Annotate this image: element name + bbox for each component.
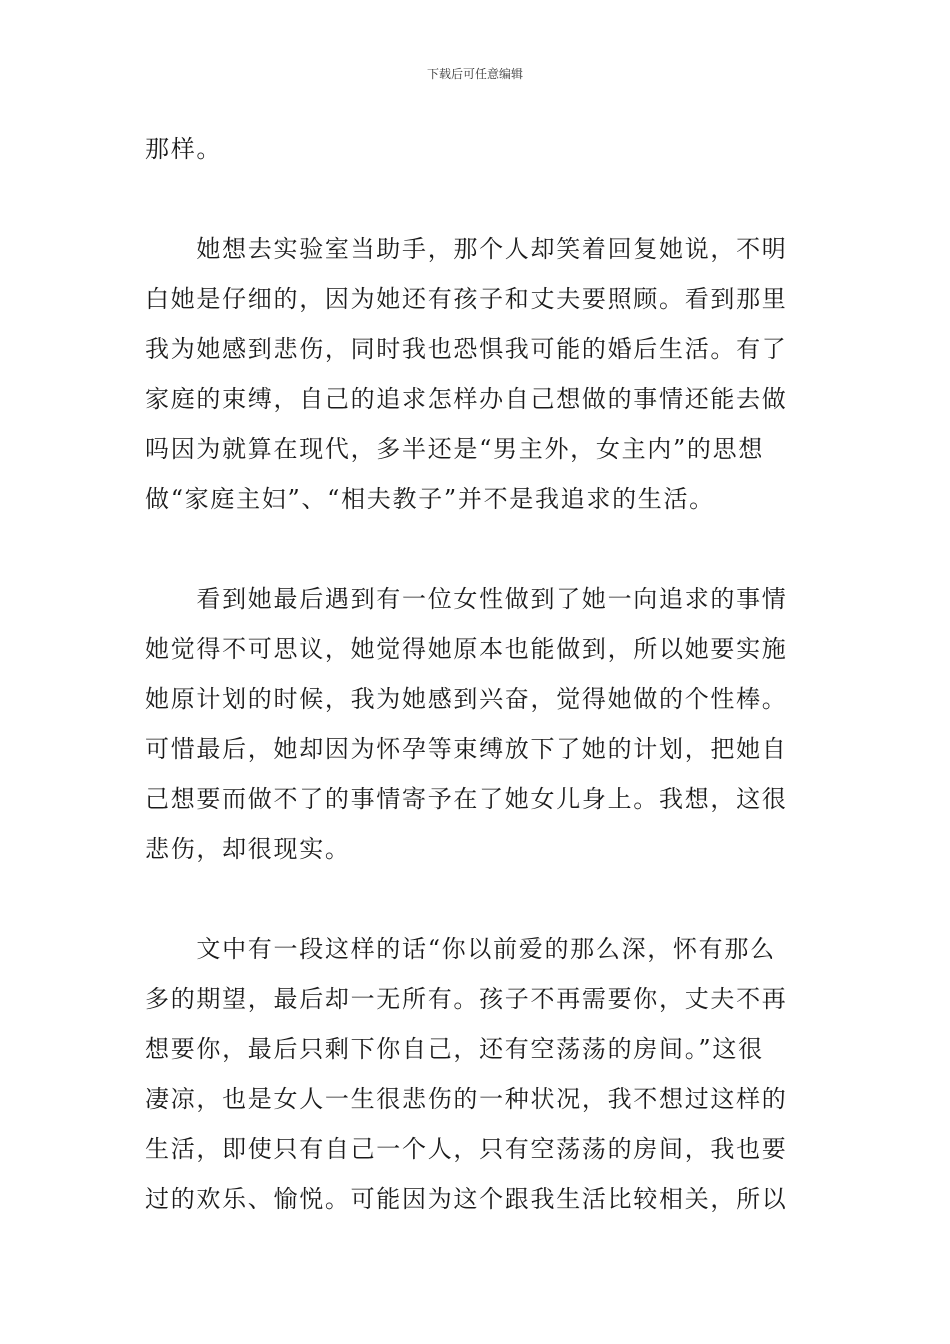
paragraph-gap [145, 874, 810, 924]
text-line: 悲伤，却很现实。 [145, 835, 351, 863]
text-line: 她觉得不可思议，她觉得她原本也能做到，所以她要实施 [145, 635, 788, 663]
text-line: 过的欢乐、愉悦。可能因为这个跟我生活比较相关，所以 [145, 1185, 788, 1213]
text-line: 吗因为就算在现代，多半还是“男主外，女主内”的思想 [145, 435, 765, 463]
text-line: 可惜最后，她却因为怀孕等束缚放下了她的计划，把她自 [145, 735, 788, 763]
text-line: 家庭的束缚，自己的追求怎样办自己想做的事情还能去做 [145, 385, 788, 413]
text-line: 己想要而做不了的事情寄予在了她女儿身上。我想，这很 [145, 785, 788, 813]
text-line: 我为她感到悲伤，同时我也恐惧我可能的婚后生活。有了 [145, 335, 788, 363]
text-line: 她原计划的时候，我为她感到兴奋，觉得她做的个性棒。 [145, 685, 788, 713]
text-line: 凄凉，也是女人一生很悲伤的一种状况，我不想过这样的 [145, 1085, 788, 1113]
paragraph-2 [145, 224, 810, 524]
text-line: 生活，即使只有自己一个人，只有空荡荡的房间，我也要 [145, 1135, 788, 1163]
text-line: 白她是仔细的，因为她还有孩子和丈夫要照顾。看到那里 [145, 285, 788, 313]
paragraph-3 [145, 574, 810, 874]
paragraph-gap [145, 174, 810, 224]
paragraph-4 [145, 924, 810, 1224]
text-line: 做“家庭主妇”、“相夫教子”并不是我追求的生活。 [145, 485, 715, 513]
text-line: 文中有一段这样的话“你以前爱的那么深，怀有那么 [145, 935, 776, 963]
paragraph-gap [145, 524, 810, 574]
page-header: 下载后可任意编辑 [426, 67, 523, 81]
text-line: 她想去实验室当助手，那个人却笑着回复她说，不明 [145, 235, 788, 263]
text-line: 想要你，最后只剩下你自己，还有空荡荡的房间。”这很 [145, 1035, 764, 1063]
document-body [145, 124, 810, 1224]
text-line: 看到她最后遇到有一位女性做到了她一向追求的事情 [145, 585, 788, 613]
text-line: 多的期望，最后却一无所有。孩子不再需要你，丈夫不再 [145, 985, 788, 1013]
text-line: 那样。 [145, 135, 223, 163]
paragraph-1 [145, 124, 810, 174]
